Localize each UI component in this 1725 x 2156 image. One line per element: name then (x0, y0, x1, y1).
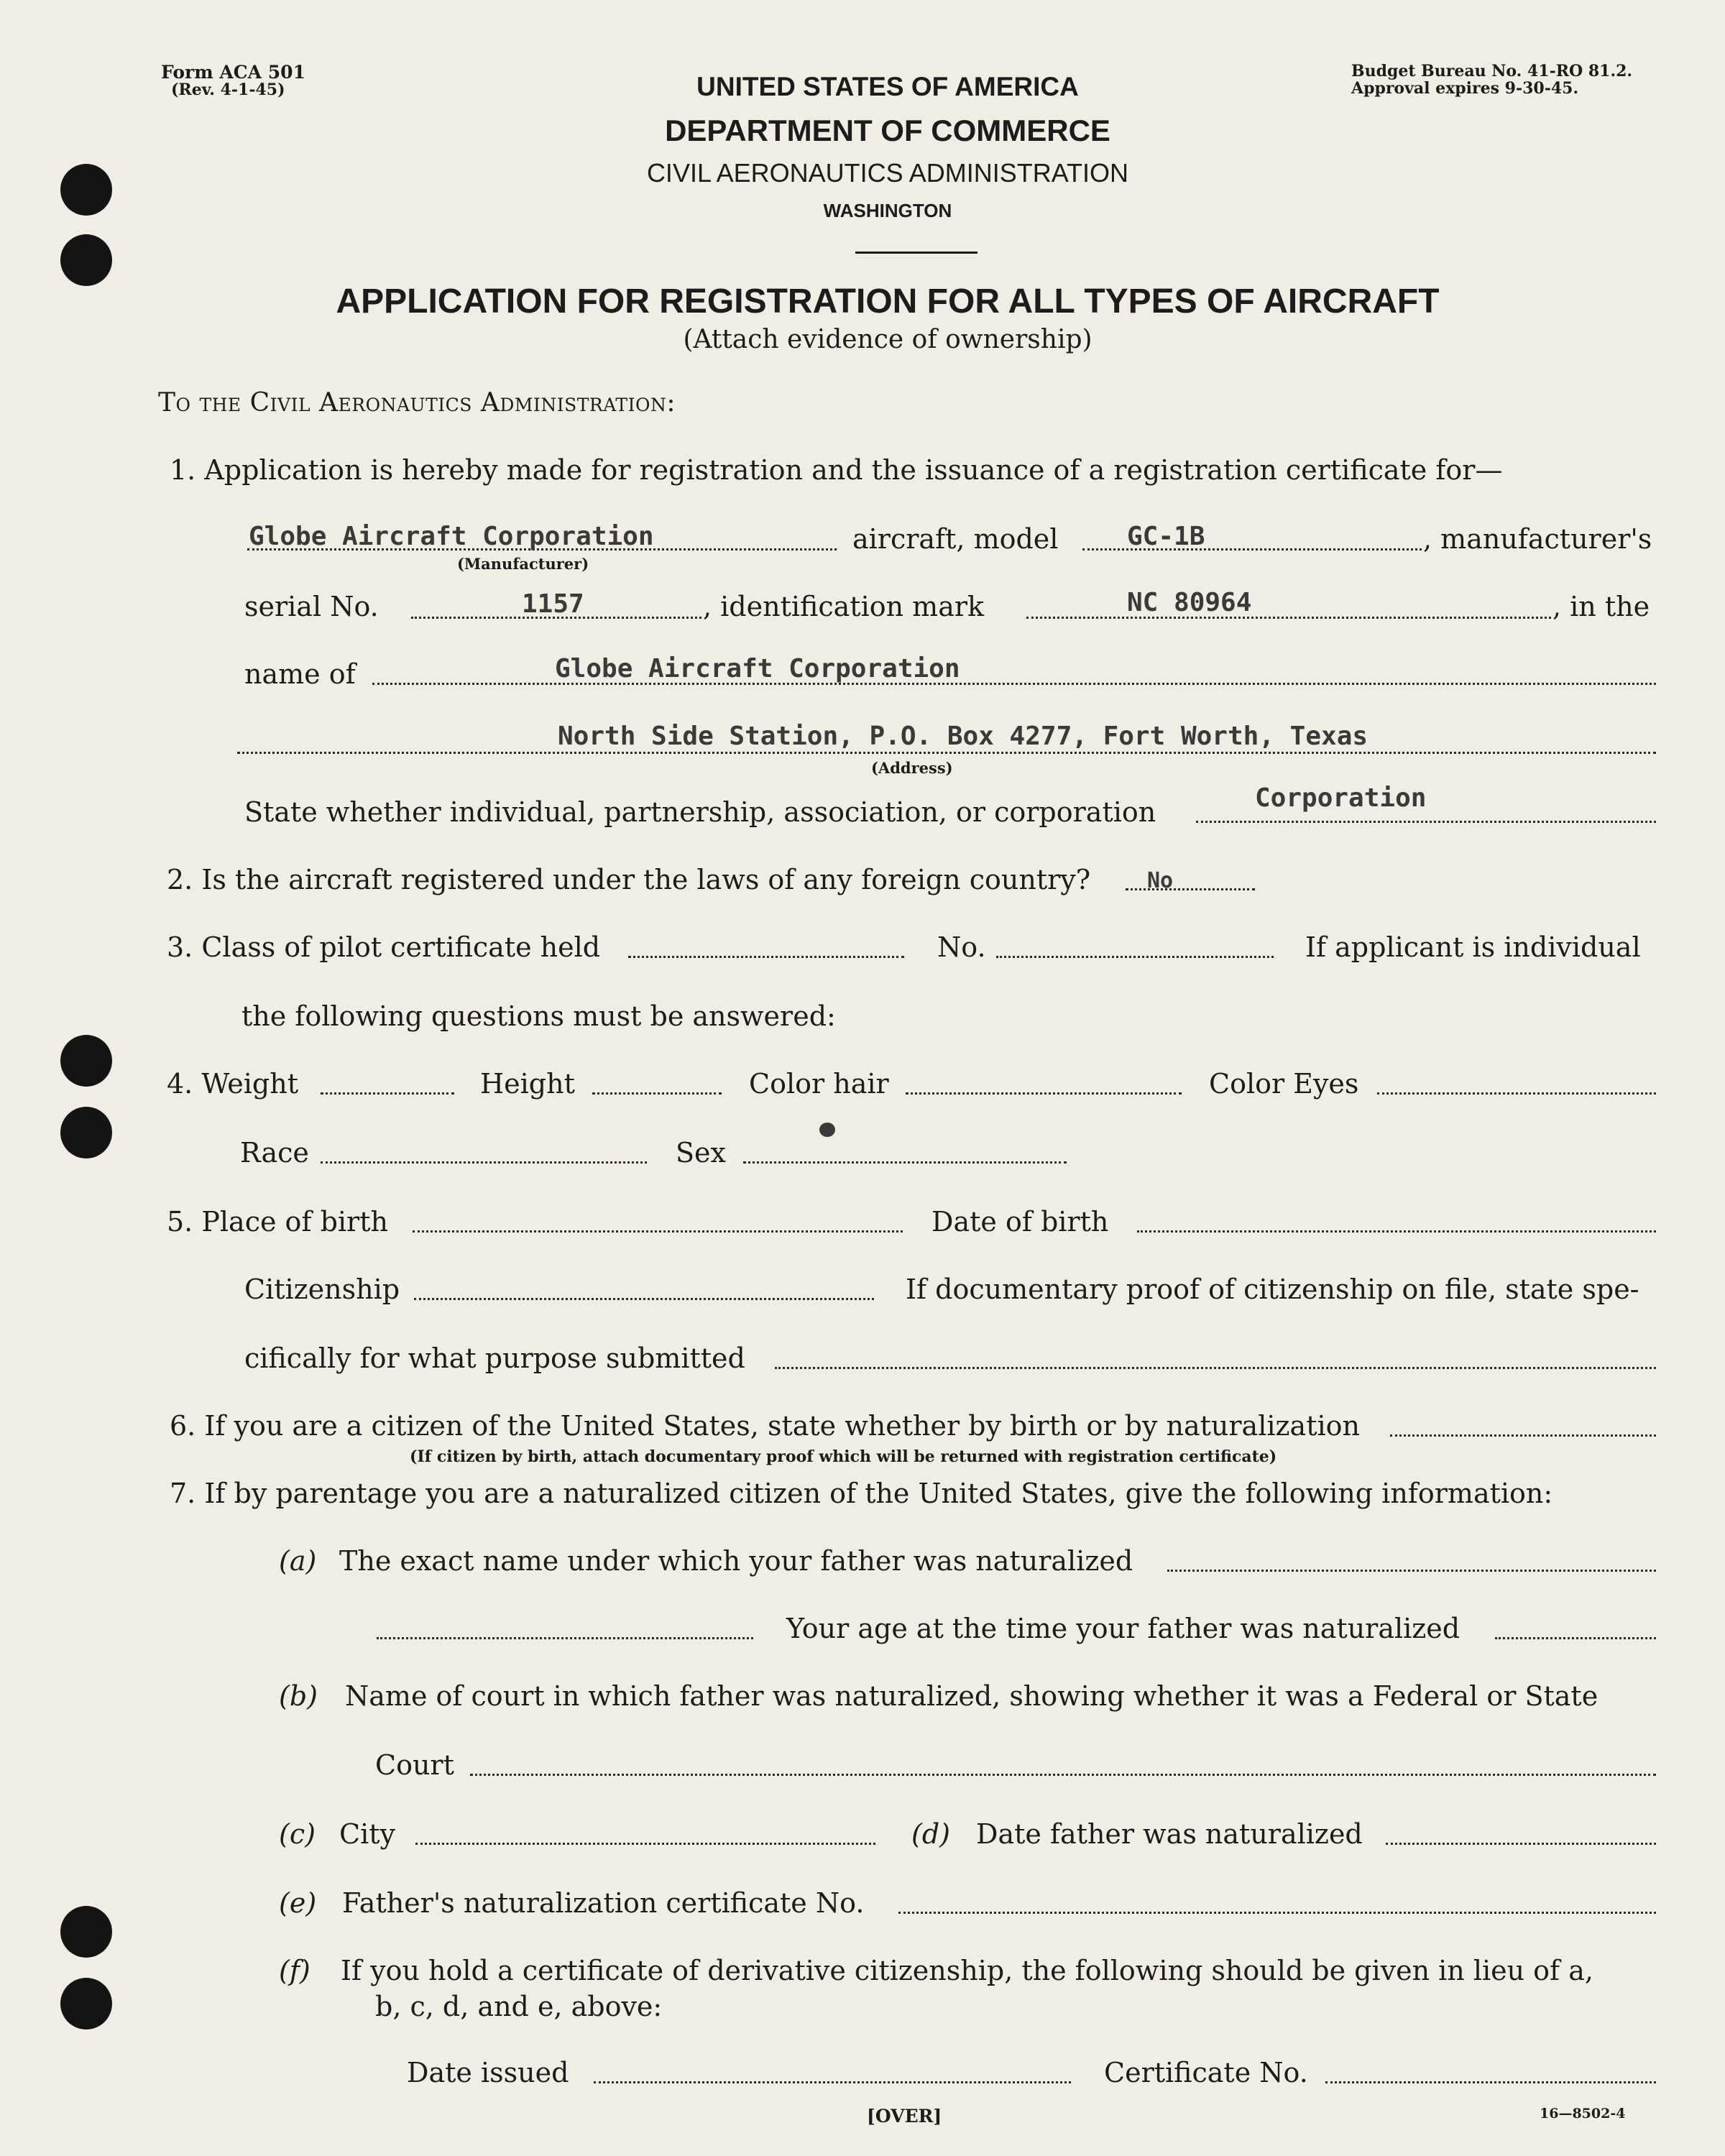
q6-line (1390, 1434, 1656, 1437)
naturalized-date-line (1386, 1843, 1656, 1845)
race-label: Race (240, 1137, 309, 1169)
over-note: [OVER] (867, 2106, 942, 2127)
citizenship-label: Citizenship (244, 1273, 400, 1305)
entity-type-line (1196, 821, 1656, 823)
height-label: Height (480, 1068, 575, 1100)
manufacturers-label: , manufacturer's (1423, 523, 1652, 555)
aircraft-model-label: aircraft, model (852, 523, 1059, 555)
binder-hole (60, 1906, 112, 1958)
form-subtitle: (Attach evidence of ownership) (683, 325, 1092, 354)
doc-proof-line (775, 1367, 1656, 1369)
name-of-label: name of (244, 658, 356, 690)
sex-label: Sex (676, 1137, 726, 1169)
form-revision: (Rev. 4-1-45) (171, 80, 285, 99)
q2-line (1126, 888, 1255, 890)
q6-note: (If citizen by birth, attach documentary proof which will be returned with registration certificate) (410, 1447, 1277, 1466)
derivative-cert-label: Certificate No. (1104, 2057, 1308, 2088)
q7b-label: Name of court in which father was naturalized, showing whether it was a Federal or State (345, 1680, 1598, 1712)
entity-type-label: State whether individual, partnership, association, or corporation (244, 796, 1156, 828)
date-issued-label: Date issued (407, 2057, 569, 2088)
height-line (592, 1092, 722, 1095)
binder-hole (60, 1978, 112, 2030)
q7f-continuation: b, c, d, and e, above: (375, 1991, 663, 2022)
serial-value[interactable]: 1157 (522, 589, 584, 619)
administration-heading: CIVIL AERONAUTICS ADMINISTRATION (646, 158, 1129, 188)
age-line (1495, 1637, 1656, 1639)
header-divider (855, 252, 978, 254)
name-value[interactable]: Globe Aircraft Corporation (555, 654, 960, 683)
q3-continuation: the following questions must be answered: (242, 1000, 836, 1032)
doc-proof-continuation: cifically for what purpose submitted (244, 1342, 745, 1374)
hair-label: Color hair (749, 1068, 889, 1100)
q7e-letter: (e) (279, 1887, 317, 1919)
q3-label: 3. Class of pilot certificate held (167, 931, 601, 963)
derivative-cert-line (1325, 2081, 1656, 2083)
pilot-no-label: No. (937, 931, 986, 963)
salutation: To the Civil Aeronautics Administration: (158, 388, 676, 418)
court-line (470, 1774, 1656, 1776)
q7-label: 7. If by parentage you are a naturalized citizen of the United States, give the following information: (170, 1478, 1553, 1509)
city-heading: WASHINGTON (823, 200, 952, 221)
address-value[interactable]: North Side Station, P.O. Box 4277, Fort Worth, Texas (558, 722, 1368, 751)
q7d-letter: (d) (911, 1818, 950, 1850)
approval-expiry: Approval expires 9-30-45. (1351, 79, 1579, 98)
manufacturer-value[interactable]: Globe Aircraft Corporation (249, 522, 654, 551)
certificate-no-label: Father's naturalization certificate No. (342, 1887, 865, 1919)
q2-value[interactable]: No (1147, 868, 1174, 893)
weight-label: 4. Weight (167, 1068, 299, 1100)
sex-line (743, 1161, 1067, 1164)
citizenship-line (414, 1298, 874, 1300)
manufacturer-caption: (Manufacturer) (457, 555, 589, 573)
q6-label: 6. If you are a citizen of the United States, state whether by birth or by naturalization (170, 1410, 1360, 1442)
city-line (415, 1843, 875, 1845)
q3-tail: If applicant is individual (1305, 931, 1641, 963)
in-the-label: , in the (1552, 591, 1650, 622)
pilot-class-line (628, 956, 904, 958)
weight-line (321, 1092, 454, 1095)
birthplace-line (413, 1230, 903, 1233)
naturalized-date-label: Date father was naturalized (976, 1818, 1363, 1850)
father-name-line (1167, 1570, 1656, 1572)
ink-spot (819, 1123, 835, 1137)
q7c-letter: (c) (279, 1818, 316, 1850)
q7f-label: If you hold a certificate of derivative citizenship, the following should be given in lieu of a, (341, 1955, 1593, 1986)
q1-lead: 1. Application is hereby made for registration and the issuance of a registration certificate for— (170, 454, 1503, 486)
ident-value[interactable]: NC 80964 (1127, 588, 1252, 617)
hair-line (906, 1092, 1182, 1095)
q2-label: 2. Is the aircraft registered under the laws of any foreign country? (167, 864, 1091, 895)
q7b-letter: (b) (279, 1680, 318, 1712)
entity-type-value[interactable]: Corporation (1255, 783, 1427, 813)
certificate-no-line (898, 1912, 1656, 1914)
doc-proof-label: If documentary proof of citizenship on file, state spe- (906, 1273, 1639, 1305)
q7a-label: The exact name under which your father was naturalized (339, 1545, 1133, 1577)
address-line (237, 752, 1656, 754)
eyes-line (1377, 1092, 1656, 1095)
form-id: Form ACA 501 (161, 62, 305, 83)
city-label: City (339, 1818, 395, 1850)
father-name-line-2 (377, 1637, 753, 1639)
q7f-letter: (f) (279, 1955, 310, 1986)
form-title: APPLICATION FOR REGISTRATION FOR ALL TYPES OF AIRCRAFT (336, 282, 1440, 321)
q7a-letter: (a) (279, 1545, 317, 1577)
eyes-label: Color Eyes (1209, 1068, 1359, 1100)
date-issued-line (594, 2081, 1071, 2083)
country-heading: UNITED STATES OF AMERICA (696, 72, 1079, 101)
race-line (321, 1161, 647, 1164)
age-label: Your age at the time your father was naturalized (786, 1613, 1460, 1644)
binder-hole (60, 1107, 112, 1158)
pilot-no-line (996, 956, 1274, 958)
model-value[interactable]: GC-1B (1127, 522, 1205, 551)
budget-bureau-no: Budget Bureau No. 41-RO 81.2. (1351, 62, 1633, 80)
birthplace-label: 5. Place of birth (167, 1206, 388, 1238)
court-label: Court (375, 1749, 454, 1781)
dob-line (1137, 1230, 1656, 1233)
binder-hole (60, 234, 112, 286)
dob-label: Date of birth (932, 1206, 1109, 1238)
department-heading: DEPARTMENT OF COMMERCE (665, 114, 1110, 147)
print-code: 16—8502-4 (1540, 2106, 1626, 2122)
address-caption: (Address) (871, 759, 953, 777)
serial-label: serial No. (244, 591, 379, 622)
ident-line (1026, 617, 1551, 619)
binder-hole (60, 1035, 112, 1087)
ident-label: , identification mark (703, 591, 985, 622)
